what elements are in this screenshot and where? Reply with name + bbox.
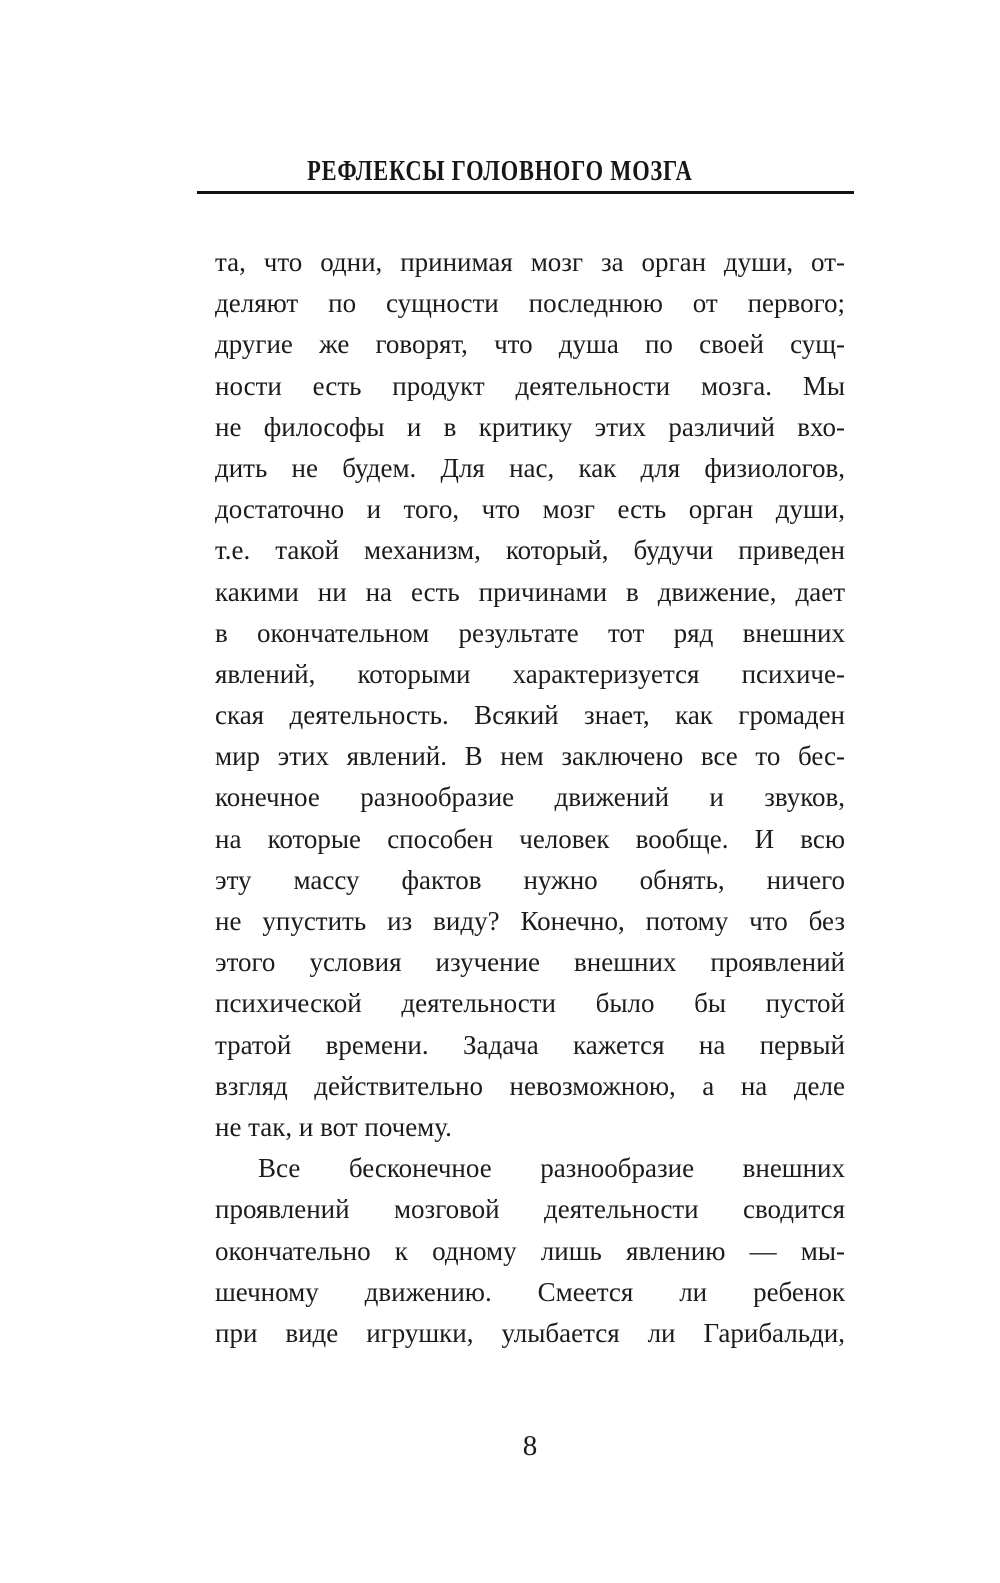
running-head bbox=[0, 157, 1000, 187]
text-line: на которые способен человек вообще. И всю bbox=[215, 823, 845, 854]
text-line: деляют по сущности последнюю от первого; bbox=[215, 288, 845, 319]
text-line: другие же говорят, что душа по своей сущ- bbox=[215, 329, 845, 360]
text-line: ская деятельность. Всякий знает, как громаден bbox=[215, 700, 845, 731]
text-line: окончательно к одному лишь явлению — мы- bbox=[215, 1235, 845, 1266]
text-line: этого условия изучение внешних проявлений bbox=[215, 947, 845, 978]
text-line: при виде игрушки, улыбается ли Гарибальди, bbox=[215, 1317, 845, 1348]
text-line: какими ни на есть причинами в движение, дает bbox=[215, 576, 845, 607]
text-line: эту массу фактов нужно обнять, ничего bbox=[215, 864, 845, 895]
book-title: РЕФЛЕКСЫ ГОЛОВНОГО МОЗГА bbox=[307, 156, 693, 187]
text-line: достаточно и того, что мозг есть орган души, bbox=[215, 494, 845, 525]
page-number: 8 bbox=[522, 1430, 538, 1462]
text-line: не философы и в критику этих различий вхо- bbox=[215, 411, 845, 442]
text-line: не упустить из виду? Конечно, потому что без bbox=[215, 906, 845, 936]
text-line: шечному движению. Смеется ли ребенок bbox=[215, 1276, 845, 1307]
body-text bbox=[215, 242, 845, 1354]
text-line: ности есть продукт деятельности мозга. Мы bbox=[215, 370, 845, 401]
text-line: тратой времени. Задача кажется на первый bbox=[215, 1029, 845, 1060]
text-line: та, что одни, принимая мозг за орган души, от- bbox=[215, 247, 845, 277]
text-line: Все бесконечное разнообразие внешних bbox=[258, 1153, 845, 1184]
text-line: не так, и вот почему. bbox=[215, 1111, 452, 1142]
text-line: т.е. такой механизм, который, будучи приведен bbox=[215, 535, 845, 566]
text-line: конечное разнообразие движений и звуков, bbox=[215, 782, 845, 813]
text-line: явлений, которыми характеризуется психиче- bbox=[215, 658, 845, 689]
header-rule bbox=[197, 191, 854, 194]
text-line: в окончательном результате тот ряд внешних bbox=[215, 617, 845, 648]
text-line: психической деятельности было бы пустой bbox=[215, 988, 845, 1019]
text-line: дить не будем. Для нас, как для физиологов, bbox=[215, 452, 845, 483]
text-line: проявлений мозговой деятельности сводится bbox=[215, 1194, 845, 1225]
text-line: взгляд действительно невозможною, а на деле bbox=[215, 1070, 845, 1101]
text-line: мир этих явлений. В нем заключено все то бес- bbox=[215, 741, 845, 772]
